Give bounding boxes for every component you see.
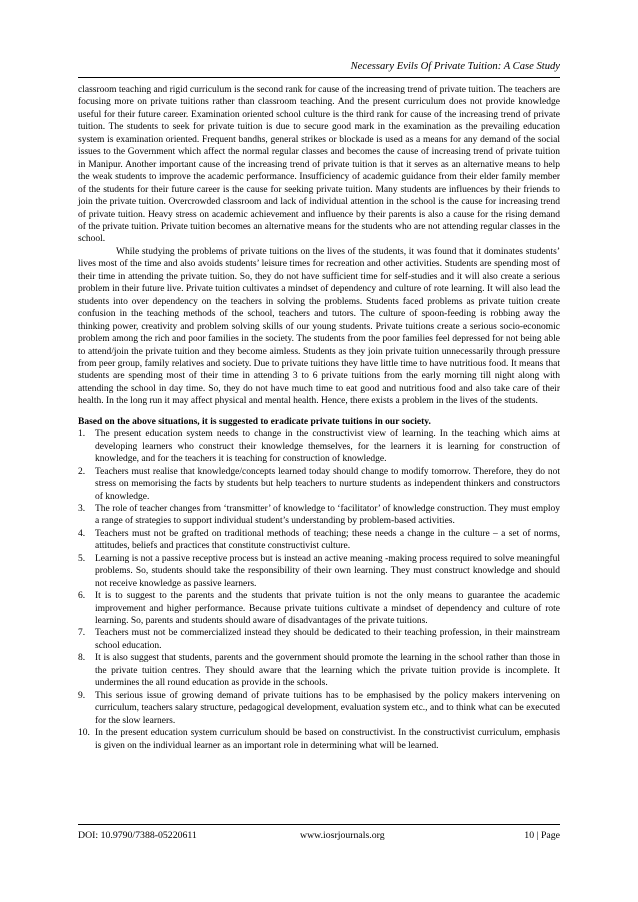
item-text: The role of teacher changes from ‘transmitter’ of knowledge to ‘facilitator’ of knowledge construction. They must employ a range of strategies to support individual student’s understanding by problem-based activities. bbox=[95, 503, 560, 527]
item-text: Teachers must realise that knowledge/concepts learned today should change to modify tomorrow. Therefore, they do not stress on memorising the facts by students but help teachers to nurture students as independent thinkers and constructors of knowledge. bbox=[95, 466, 560, 502]
item-number: 2. bbox=[78, 466, 86, 477]
item-number: 8. bbox=[78, 653, 86, 664]
list-item bbox=[78, 528, 560, 553]
list-item bbox=[78, 590, 560, 627]
suggestions-list bbox=[78, 428, 560, 752]
list-item bbox=[78, 466, 560, 503]
item-text: Teachers must not be commercialized instead they should be dedicated to their teaching profession, in their mainstream school education. bbox=[95, 628, 560, 651]
page-footer bbox=[78, 829, 560, 843]
list-item bbox=[78, 428, 560, 465]
footer-rule bbox=[78, 824, 560, 825]
page-number: 10 | Page bbox=[524, 830, 560, 841]
header-rule bbox=[78, 77, 560, 78]
item-number: 5. bbox=[78, 553, 86, 564]
item-text: In the present education system curriculum should be based on constructivist. In the constructivist curriculum, emphasis is given on the individual learner as an important role in determining what will be learned. bbox=[95, 728, 560, 751]
item-number: 1. bbox=[78, 429, 86, 440]
item-number: 7. bbox=[78, 628, 86, 639]
doi-text: DOI: 10.9790/7388-05220611 bbox=[78, 830, 197, 841]
item-text: The present education system needs to change in the constructivist view of learning. In the teaching which aims at developing learners who construct their knowledge themselves, for the learners it is learning for construction of knowledge, and for the teachers it is teaching for construction of knowledge. bbox=[95, 429, 560, 465]
item-text: Teachers must not be grafted on traditional methods of teaching; these needs a change in the culture – a set of norms, attitudes, beliefs and practices that constitute constructivist culture. bbox=[95, 528, 560, 552]
list-item bbox=[78, 652, 560, 689]
list-item bbox=[78, 627, 560, 652]
list-item bbox=[78, 690, 560, 727]
running-header: Necessary Evils Of Private Tuition: A Case Study bbox=[350, 61, 560, 72]
item-text: It is also suggest that students, parents and the government should promote the learning in the school rather than those in the private tuition centres. They should aware that the learning which the private tuition provide is incomplete. It undermines the all round education as provide in the schools. bbox=[95, 653, 560, 689]
item-number: 4. bbox=[78, 528, 86, 539]
item-number: 3. bbox=[78, 503, 86, 514]
suggestions-heading: Based on the above situations, it is suggested to eradicate private tuitions in our society. bbox=[78, 416, 431, 427]
list-item bbox=[78, 503, 560, 528]
body-paragraph: classroom teaching and rigid curriculum is the second rank for cause of the increasing trend of private tuition. The teachers are focusing more on private tuitions rather than classroom teaching. And the present curriculum does not provide knowledge useful for their future career. Examination oriented school culture is the third rank for cause of the increasing trend of private tuition. The students to seek for private tuition is due to secure good mark in the examination as the prevailing education system is examination oriented. Frequent bandhs, general strikes or blockade is used as a means for any demand of the social issues to the Government which affect the normal regular classes and becomes the cause of increasing trend of private tuition in Manipur. Another important cause of the increasing trend of private tuition is that it serves as an alternative means to help the weak students to improve the academic performance. Insufficiency of academic guidance from their elder family member of the students for their future career is the cause for seeking private tuition. Many students are influences by their friends to join the private tuition. Overcrowded classroom and lack of individual attention in the school is the cause for increasing trend of private tuition. Heavy stress on academic achievement and influence by their parents is also a cause for the rising demand of the private tuition. Private tuition becomes an alternative means for the students who are not attending regular classes in the school. bbox=[78, 85, 560, 245]
item-text: It is to suggest to the parents and the students that private tuition is not the only means to guarantee the academic improvement and higher performance. Because private tuitions cultivate a mindset of dependency and culture of rote learning. So, parents and students should aware of disadvantages of the private tuitions. bbox=[95, 591, 560, 627]
article-body bbox=[78, 84, 560, 752]
list-item bbox=[78, 727, 560, 752]
item-text: Learning is not a passive receptive process but is instead an active meaning -making process required to solve meaningful problems. So, students should take the responsibility of their own learning. They must construct knowledge and should not receive knowledge as passive learners. bbox=[95, 553, 560, 589]
item-number: 9. bbox=[78, 690, 86, 701]
journal-website: www.iosrjournals.org bbox=[300, 830, 385, 841]
item-text: This serious issue of growing demand of private tuitions has to be emphasised by the policy makers intervening on curriculum, teachers salary structure, pedagogical development, evaluation system etc., and to think what can be executed for the slow learners. bbox=[95, 690, 560, 726]
body-paragraph: While studying the problems of private tuitions on the lives of the students, it was found that it dominates students’ lives most of the time and also avoids students’ leisure times for recreation and other activities. Students are spending most of their time in attending the private tuition. So, they do not have sufficient time for self-studies and it will also create a serious problem in their future live. Private tuition cultivates a mindset of dependency and culture of rote learning. It will also lead the students into over dependency on the teachers in solving the problems. Students faced problems as private tuition create confusion in the teaching methods of the school, teachers and tutors. The culture of spoon-feeding is robbing away the thinking power, creativity and problem solving skills of our young students. Private tuitions create a serious socio-economic problem among the rich and poor families in the society. The students from the poor families feel depressed for not being able to attend/join the private tuition and they become aimless. Students as they join private tuition unnecessarily through pressure from peer group, family relatives and society. Due to private tuitions they have little time to have nutritious food. It means that students are spending most of their time in attending 3 to 6 private tuitions from the early morning till night along with attending the school in day time. So, they do not have much time to eat good and nutritious food and also take care of their health. In the long run it may affect physical and mental health. Hence, there exists a problem in the lives of the students. bbox=[78, 246, 560, 407]
list-item bbox=[78, 553, 560, 590]
spacer bbox=[78, 408, 560, 416]
item-number: 10. bbox=[78, 728, 90, 739]
item-number: 6. bbox=[78, 591, 86, 602]
